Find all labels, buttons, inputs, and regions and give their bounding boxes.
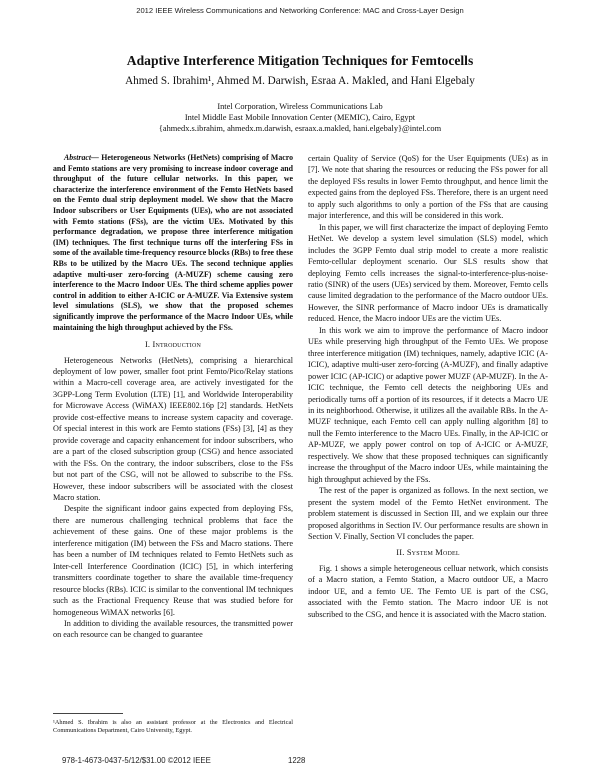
page-number: 1228 xyxy=(288,756,306,765)
body-paragraph: The rest of the paper is organized as follows. In the next section, we present the system model of the Femto HetNet environment. The problem statement is discussed in Section III, and we explain our three proposed algorithms in Section IV. Our performance results are shown in Section V. Finally, Section VI concludes the paper. xyxy=(308,486,548,541)
section-number: I. xyxy=(144,340,151,350)
footnote: ¹Ahmed S. Ibrahim is also an assistant professor at the Electronics and Electrical Communications Department, Cairo University, Egypt. xyxy=(53,719,293,734)
body-paragraph: In addition to dividing the available resources, the transmitted power on each resource can be changed to guarantee xyxy=(53,618,293,640)
paper-title: Adaptive Interference Mitigation Techniques for Femtocells xyxy=(126,53,474,68)
conference-header: 2012 IEEE Wireless Communications and Networking Conference: MAC and Cross-Layer Design xyxy=(136,6,464,15)
section-title: System Model xyxy=(406,548,460,558)
affiliation-line: Intel Middle East Mobile Innovation Center (MEMIC), Cairo, Egypt xyxy=(184,113,416,122)
affiliation-block xyxy=(0,101,600,134)
affiliation-line: Intel Corporation, Wireless Communications Lab xyxy=(217,102,383,111)
section-number: II. xyxy=(396,548,405,558)
section-title: Introduction xyxy=(152,340,202,350)
body-paragraph: In this work we aim to improve the performance of Macro indoor UEs while preserving high throughput of the Femto UEs. We propose three interference mitigation (IM) techniques, namely, adaptive ICIC (A-ICIC), adaptive multi-user zero-forcing (A-MUZF), and finally adaptive power ICIC (AP-ICIC) or adaptive power MUZF (AP-MUZF). In the A-ICIC technique, the Femto cell detects the neighboring UEs and periodically turns off a portion of its resources, if it detects a Macro UE in its neighborhood. Otherwise, it utilizes all the available RBs. In the A-MUZF technique, each Femto cell can apply nulling algorithm [8] to null the Femto interference to the Macro UEs. Finally, in the AP-ICIC or AP-MUZF, we apply power control on top of A-ICIC or A-MUZF, respectively. We show that these proposed techniques can significantly increase the throughput of the Macro indoor UEs, while maintaining the high throughput achieved by the FSs. xyxy=(308,325,548,484)
footer-isbn: 978-1-4673-0437-5/12/$31.00 ©2012 IEEE xyxy=(62,756,211,765)
abstract-text: Heterogeneous Networks (HetNets) comprising of Macro and Femto stations are very promising to increase indoor coverage and throughput of the future cellular networks. In this paper, we characterize the interference environment of the Femto HetNets based on the Femto dual strip deployment model. We show that the Macro Indoor subscribers or User Equipments (UEs), who are not associated with Femto stations (FSs), are the victim UEs. Motivated by this performance degradation, we propose three interference mitigation (IM) techniques. The first technique turns off the interfering FSs in some of the available time-frequency resource blocks (RBs) to free these RBs to be utilized by the Macro UEs. The second technique applies adaptive multi-user zero-forcing (A-MUZF) scheme causing zero interference to the Macro Indoor UEs. The third scheme applies power control in addition to either A-ICIC or A-MUZF. Via Extensive system level simulations (SLS), we show that the proposed schemes significantly improve the performance of the Macro Indoor UEs, while maintaining the high throughput achieved by the FSs. xyxy=(53,153,293,332)
left-column xyxy=(53,153,293,641)
abstract-label: Abstract— xyxy=(64,153,99,162)
author-emails: {ahmedx.s.ibrahim, ahmedx.m.darwish, esraax.a.makled, hani.elgebaly}@intel.com xyxy=(158,124,442,133)
right-column xyxy=(308,153,548,620)
body-paragraph: Fig. 1 shows a simple heterogeneous celluar network, which consists of a Macro station, a Femto Station, a Macro outdoor UE, a Macro indoor UE, and a femto UE. The Femto UE is part of the CSG, associated with the Femto station. The Macro indoor UE is not subscribed to the CSG, and hence it is associated with the Macro station. xyxy=(308,563,548,619)
footnote-rule xyxy=(53,713,123,714)
body-paragraph: Despite the significant indoor gains expected from deploying FSs, there are numerous challenging technical problems that face the achievement of these gains. One of these major problems is the interference mitigation (IM) between the FSs and Macro stations. There has been a number of IM techniques related to Femto HetNets such as Inter-cell Interference Coordination (ICIC) [5], in which interfering transmitters coordinate together to share the available time-frequency resource blocks (RBs). ICIC is similar to the conventional IM techniques such as the Fractional Frequency Reuse that was studied before for homogeneous WiMAX networks [6]. xyxy=(53,504,293,617)
section-heading-system-model xyxy=(308,547,548,558)
author-list: Ahmed S. Ibrahim¹, Ahmed M. Darwish, Esraa A. Makled, and Hani Elgebaly xyxy=(125,75,475,87)
body-paragraph: certain Quality of Service (QoS) for the User Equipments (UEs) as in [7]. We note that sharing the resources or reducing the FSs power for all the deployed FSs results in lower Femto throughput, and hence limit the expected gains from the deployed FSs. Therefore, there is an urgent need to apply such algorithms to only a portion of the FSs that are causing major interference, and this will be considered in this work. xyxy=(308,154,548,221)
abstract xyxy=(53,153,293,333)
body-paragraph: In this paper, we will first characterize the impact of deploying Femto HetNet. We develop a system level simulation (SLS) model, which includes the 3GPP Femto dual strip model to create a more realistic Femto-cellular deployment scenario. Our SLS results show that deploying Femto cells increases the signal-to-interference-plus-noise-ratio (SINR) of the users (UEs) serviced by them. Moreover, Femto cells cause limited degradation to the performance of the Macro outdoor UEs. However, the SINR performance of Macro indoor UEs is dramatically reduced. Hence, the Macro indoor UEs are the victim UEs. xyxy=(308,222,548,324)
section-heading-introduction xyxy=(53,339,293,350)
body-paragraph: Heterogeneous Networks (HetNets), comprising a hierarchical deployment of low power, smaller foot print Femto/Pico/Relay stations within a Macro-cell coverage area, are actively investigated for the 3GPP-Long Term Evolution (LTE) [1], and Worldwide Interoperability for Microwave Access (WiMAX) IEEE802.16p [2] standards. HetNets provide cost-effective means to increase system capacity and coverage. Of special interest in this work are Femto stations (FSs) [3], [4] as they provide coverage and capacity enhancement for indoor subscribers, who are a part of the closed subscription group (CSG) and hence associated with the FSs. On the contrary, the indoor subscribers, close to the FSs but not part of the CSG, will not be allowed to subscribe to the FSs. However, these indoor subscribers will be associated with the closest Macro station. xyxy=(53,355,293,502)
